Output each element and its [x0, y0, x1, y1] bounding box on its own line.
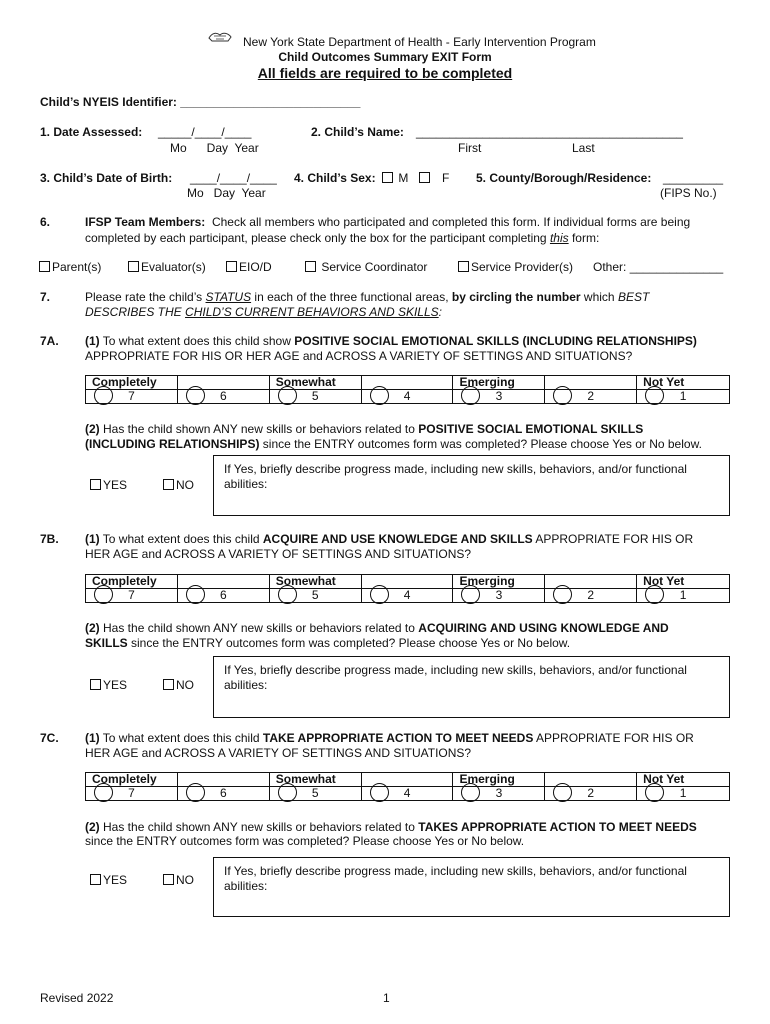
- rating-option-4[interactable]: [361, 787, 453, 801]
- team-line1: [85, 215, 690, 229]
- yes-option-7c[interactable]: [90, 873, 127, 887]
- circle-icon[interactable]: [370, 585, 389, 604]
- circle-icon[interactable]: [94, 585, 113, 604]
- rating-option-1[interactable]: [637, 589, 730, 603]
- q-prefix: (1): [85, 532, 100, 546]
- sex-male-label: M: [398, 171, 409, 185]
- describe-box-7a[interactable]: [213, 455, 730, 516]
- checkbox-icon[interactable]: [382, 172, 393, 183]
- fips-label: (FIPS No.): [660, 186, 717, 200]
- rating-option-7[interactable]: [86, 787, 178, 801]
- checkbox-icon[interactable]: [305, 261, 316, 272]
- scale-label: Completely: [86, 773, 178, 787]
- member-other[interactable]: [593, 260, 723, 274]
- q-prefix: (2): [85, 422, 100, 436]
- agency-name: New York State Department of Health - Early Intervention Program: [243, 35, 596, 49]
- no-label: NO: [176, 678, 194, 692]
- no-option-7c[interactable]: [163, 873, 194, 887]
- dob-label: 3. Child’s Date of Birth:: [40, 171, 173, 185]
- rating-number: 2: [587, 588, 595, 602]
- checkbox-icon[interactable]: [39, 261, 50, 272]
- rating-option-2[interactable]: [545, 589, 637, 603]
- member-label: Service Coordinator: [321, 260, 428, 274]
- rating-option-1[interactable]: [637, 390, 730, 404]
- q7-text: DESCRIBES THE: [85, 305, 186, 319]
- q-text: To what extent does this child: [99, 532, 263, 546]
- q-text: since the ENTRY outcomes form was completed? Please choose Yes or No below.: [127, 636, 571, 650]
- team-instructions: Check all members who participated and completed this form. If individual forms are being: [211, 215, 691, 229]
- section-7a-q2-line1: [85, 422, 643, 436]
- date-assessed-sublabel: Mo Day Year: [170, 141, 259, 155]
- rating-number: 5: [311, 389, 319, 403]
- section-7c-id: 7C.: [40, 731, 59, 745]
- county-field[interactable]: _________: [663, 171, 724, 185]
- child-name-field[interactable]: ________________________________________: [416, 125, 683, 139]
- member-label: EIO/D: [239, 260, 272, 274]
- circle-icon[interactable]: [645, 783, 664, 802]
- q-prefix: (1): [85, 334, 100, 348]
- checkbox-icon[interactable]: [128, 261, 139, 272]
- first-name-label: First: [458, 141, 482, 155]
- checkbox-icon[interactable]: [226, 261, 237, 272]
- section-7b-id: 7B.: [40, 532, 59, 546]
- dob-field[interactable]: ____/____/____: [190, 171, 277, 185]
- sex-label: 4. Child’s Sex:: [294, 171, 376, 185]
- revised-date: Revised 2022: [40, 991, 114, 1005]
- q7-bold: by circling the number: [451, 290, 581, 304]
- county-label: 5. County/Borough/Residence:: [476, 171, 652, 185]
- q-text: To what extent does this child show: [99, 334, 295, 348]
- circle-icon[interactable]: [186, 585, 205, 604]
- circle-icon[interactable]: [186, 783, 205, 802]
- q7-text: in each of the three functional areas,: [251, 290, 452, 304]
- rating-scale-7a: [85, 375, 730, 404]
- q-text: APPROPRIATE FOR HIS OR: [533, 731, 694, 745]
- sex-female-option[interactable]: [419, 171, 449, 185]
- scale-label: Somewhat: [269, 773, 361, 787]
- sex-female-label: F: [442, 171, 450, 185]
- q7-best: BEST: [617, 290, 650, 304]
- q-prefix: (2): [85, 820, 100, 834]
- member-evaluators[interactable]: [128, 260, 206, 274]
- checkbox-icon[interactable]: [90, 874, 101, 885]
- scale-label: Completely: [86, 575, 178, 589]
- scale-label: Not Yet: [637, 773, 730, 787]
- rating-number: 5: [311, 588, 319, 602]
- circle-icon[interactable]: [370, 783, 389, 802]
- scale-label: Emerging: [453, 376, 545, 390]
- circle-icon[interactable]: [461, 585, 480, 604]
- checkbox-icon[interactable]: [90, 679, 101, 690]
- scale-label: Not Yet: [637, 376, 730, 390]
- q-bold: POSITIVE SOCIAL EMOTIONAL SKILLS: [418, 422, 644, 436]
- scale-label: Somewhat: [269, 575, 361, 589]
- checkbox-icon[interactable]: [163, 479, 174, 490]
- q7-colon: :: [438, 305, 442, 319]
- last-name-label: Last: [572, 141, 595, 155]
- circle-icon[interactable]: [461, 783, 480, 802]
- q7-underlined: CHILD’S CURRENT BEHAVIORS AND SKILLS: [185, 305, 439, 319]
- nyeis-id-field[interactable]: Child’s NYEIS Identifier: ___________________________: [40, 95, 361, 109]
- yes-label: YES: [103, 478, 128, 492]
- rating-number: 4: [403, 786, 411, 800]
- section-7c-q1-line1: [85, 731, 694, 745]
- describe-prompt: If Yes, briefly describe progress made, including new skills, behaviors, and/or functional abilities:: [224, 663, 687, 692]
- rating-option-5[interactable]: [269, 787, 361, 801]
- q-bold: TAKE APPROPRIATE ACTION TO MEET NEEDS: [262, 731, 534, 745]
- checkbox-icon[interactable]: [163, 679, 174, 690]
- member-eiod[interactable]: [226, 260, 272, 274]
- circle-icon[interactable]: [645, 585, 664, 604]
- circle-icon[interactable]: [553, 783, 572, 802]
- rating-number: 2: [587, 389, 595, 403]
- rating-number: 7: [128, 588, 135, 602]
- rating-option-2[interactable]: [545, 390, 637, 404]
- checkbox-icon[interactable]: [458, 261, 469, 272]
- describe-box-7b[interactable]: [213, 656, 730, 718]
- required-note: All fields are required to be completed: [257, 65, 513, 81]
- rating-option-2[interactable]: [545, 787, 637, 801]
- scale-label: Not Yet: [637, 575, 730, 589]
- q-bold: SKILLS: [85, 636, 128, 650]
- no-option-7b[interactable]: [163, 678, 194, 692]
- section-7a-q1-line2: APPROPRIATE FOR HIS OR HER AGE and ACROSS A VARIETY OF SETTINGS AND SITUATIONS?: [85, 349, 633, 363]
- team-line2-this: this: [549, 231, 569, 245]
- team-line2-end: form:: [568, 231, 600, 245]
- section-7b-q2-line2: [85, 636, 570, 650]
- rating-scale-7b: [85, 574, 730, 603]
- rating-option-6[interactable]: [177, 589, 269, 603]
- no-option-7a[interactable]: [163, 478, 194, 492]
- rating-scale-7c: [85, 772, 730, 801]
- rating-option-5[interactable]: [269, 390, 361, 404]
- q-bold: ACQUIRING AND USING KNOWLEDGE AND: [418, 621, 669, 635]
- rating-option-6[interactable]: [177, 390, 269, 404]
- rating-number: 4: [403, 389, 411, 403]
- team-number: 6.: [40, 215, 51, 229]
- form-title: Child Outcomes Summary EXIT Form: [278, 50, 492, 64]
- rating-option-5[interactable]: [269, 589, 361, 603]
- scale-label: Completely: [86, 376, 178, 390]
- q-text: APPROPRIATE FOR HIS OR: [532, 532, 694, 546]
- section-7c-q2-line2: since the ENTRY outcomes form was completed? Please choose Yes or No below.: [85, 834, 525, 848]
- q7-number: 7.: [40, 290, 51, 304]
- q-text: since the ENTRY outcomes form was completed? Please choose Yes or No below.: [259, 437, 702, 451]
- circle-icon[interactable]: [278, 386, 297, 405]
- member-label: Service Provider(s): [471, 260, 574, 274]
- other-field[interactable]: ______________: [629, 260, 724, 274]
- circle-icon[interactable]: [278, 783, 297, 802]
- rating-option-7[interactable]: [86, 589, 178, 603]
- rating-number: 3: [495, 588, 503, 602]
- section-7a-q1-line1: [85, 334, 697, 348]
- no-label: NO: [176, 873, 194, 887]
- rating-option-3[interactable]: [453, 787, 545, 801]
- checkbox-icon[interactable]: [163, 874, 174, 885]
- q-prefix: (2): [85, 621, 100, 635]
- rating-option-4[interactable]: [361, 390, 453, 404]
- rating-number: 1: [679, 786, 687, 800]
- scale-label: Emerging: [453, 575, 545, 589]
- rating-number: 6: [220, 786, 227, 800]
- date-assessed-field[interactable]: _____/____/____: [158, 125, 252, 139]
- rating-number: 7: [128, 786, 135, 800]
- rating-option-7[interactable]: [86, 390, 178, 404]
- child-name-label: 2. Child’s Name:: [311, 125, 404, 139]
- sex-male-option[interactable]: [382, 171, 408, 185]
- q7-text: Please rate the child’s: [85, 290, 206, 304]
- section-7b-q2-line1: [85, 621, 669, 635]
- rating-number: 2: [587, 786, 595, 800]
- team-line2-text: completed by each participant, please check only the box for the participant completing: [85, 231, 550, 245]
- checkbox-icon[interactable]: [419, 172, 430, 183]
- member-service-coordinator[interactable]: [305, 260, 427, 274]
- rating-number: 3: [495, 389, 503, 403]
- describe-prompt: If Yes, briefly describe progress made, including new skills, behaviors, and/or functional abilities:: [224, 462, 687, 491]
- describe-prompt: If Yes, briefly describe progress made, including new skills, behaviors, and/or functional abilities:: [224, 864, 687, 893]
- section-7a-q2-line2: [85, 437, 702, 451]
- circle-icon[interactable]: [370, 386, 389, 405]
- q-text: Has the child shown ANY new skills or behaviors related to: [99, 621, 419, 635]
- other-label: Other:: [593, 260, 627, 274]
- yes-label: YES: [103, 873, 128, 887]
- rating-number: 1: [679, 389, 687, 403]
- no-label: NO: [176, 478, 194, 492]
- circle-icon[interactable]: [186, 386, 205, 405]
- scale-label: Emerging: [453, 773, 545, 787]
- rating-number: 1: [679, 588, 687, 602]
- q-bold: ACQUIRE AND USE KNOWLEDGE AND SKILLS: [262, 532, 533, 546]
- team-title: IFSP Team Members:: [85, 215, 206, 229]
- circle-icon[interactable]: [461, 386, 480, 405]
- describe-box-7c[interactable]: [213, 857, 730, 917]
- q7-line1: [85, 290, 649, 304]
- yes-option-7b[interactable]: [90, 678, 127, 692]
- dob-sublabel: Mo Day Year: [187, 186, 266, 200]
- member-label: Evaluator(s): [141, 260, 206, 274]
- rating-number: 7: [128, 389, 135, 403]
- circle-icon[interactable]: [553, 386, 572, 405]
- circle-icon[interactable]: [94, 386, 113, 405]
- member-label: Parent(s): [52, 260, 102, 274]
- checkbox-icon[interactable]: [90, 479, 101, 490]
- q-bold: POSITIVE SOCIAL EMOTIONAL SKILLS (INCLUDING RELATIONSHIPS): [294, 334, 697, 348]
- circle-icon[interactable]: [553, 585, 572, 604]
- rating-number: 4: [403, 588, 411, 602]
- q-bold: TAKES APPROPRIATE ACTION TO MEET NEEDS: [418, 820, 697, 834]
- circle-icon[interactable]: [94, 783, 113, 802]
- date-assessed-label: 1. Date Assessed:: [40, 125, 143, 139]
- q-prefix: (1): [85, 731, 100, 745]
- member-service-providers[interactable]: [458, 260, 573, 274]
- yes-option-7a[interactable]: [90, 478, 127, 492]
- q7-status: STATUS: [205, 290, 252, 304]
- q-text: Has the child shown ANY new skills or behaviors related to: [99, 820, 419, 834]
- rating-option-3[interactable]: [453, 589, 545, 603]
- circle-icon[interactable]: [645, 386, 664, 405]
- nys-seal-icon: [208, 30, 232, 43]
- rating-number: 5: [311, 786, 319, 800]
- section-7b-q1-line2: HER AGE and ACROSS A VARIETY OF SETTINGS AND SITUATIONS?: [85, 547, 472, 561]
- q-text: To what extent does this child: [99, 731, 263, 745]
- circle-icon[interactable]: [278, 585, 297, 604]
- team-line2: [85, 231, 599, 245]
- rating-option-4[interactable]: [361, 589, 453, 603]
- rating-number: 6: [220, 588, 227, 602]
- q-text: Has the child shown ANY new skills or behaviors related to: [99, 422, 419, 436]
- page-number: 1: [383, 991, 390, 1005]
- rating-option-1[interactable]: [637, 787, 730, 801]
- scale-label: Somewhat: [269, 376, 361, 390]
- rating-number: 3: [495, 786, 503, 800]
- rating-number: 6: [220, 389, 227, 403]
- q-bold: (INCLUDING RELATIONSHIPS): [85, 437, 260, 451]
- rating-option-6[interactable]: [177, 787, 269, 801]
- section-7b-q1-line1: [85, 532, 693, 546]
- yes-label: YES: [103, 678, 128, 692]
- section-7a-id: 7A.: [40, 334, 59, 348]
- section-7c-q2-line1: [85, 820, 697, 834]
- rating-option-3[interactable]: [453, 390, 545, 404]
- q7-text: which: [580, 290, 618, 304]
- section-7c-q1-line2: HER AGE and ACROSS A VARIETY OF SETTINGS AND SITUATIONS?: [85, 746, 472, 760]
- member-parents[interactable]: [39, 260, 101, 274]
- q7-line2: [85, 305, 442, 319]
